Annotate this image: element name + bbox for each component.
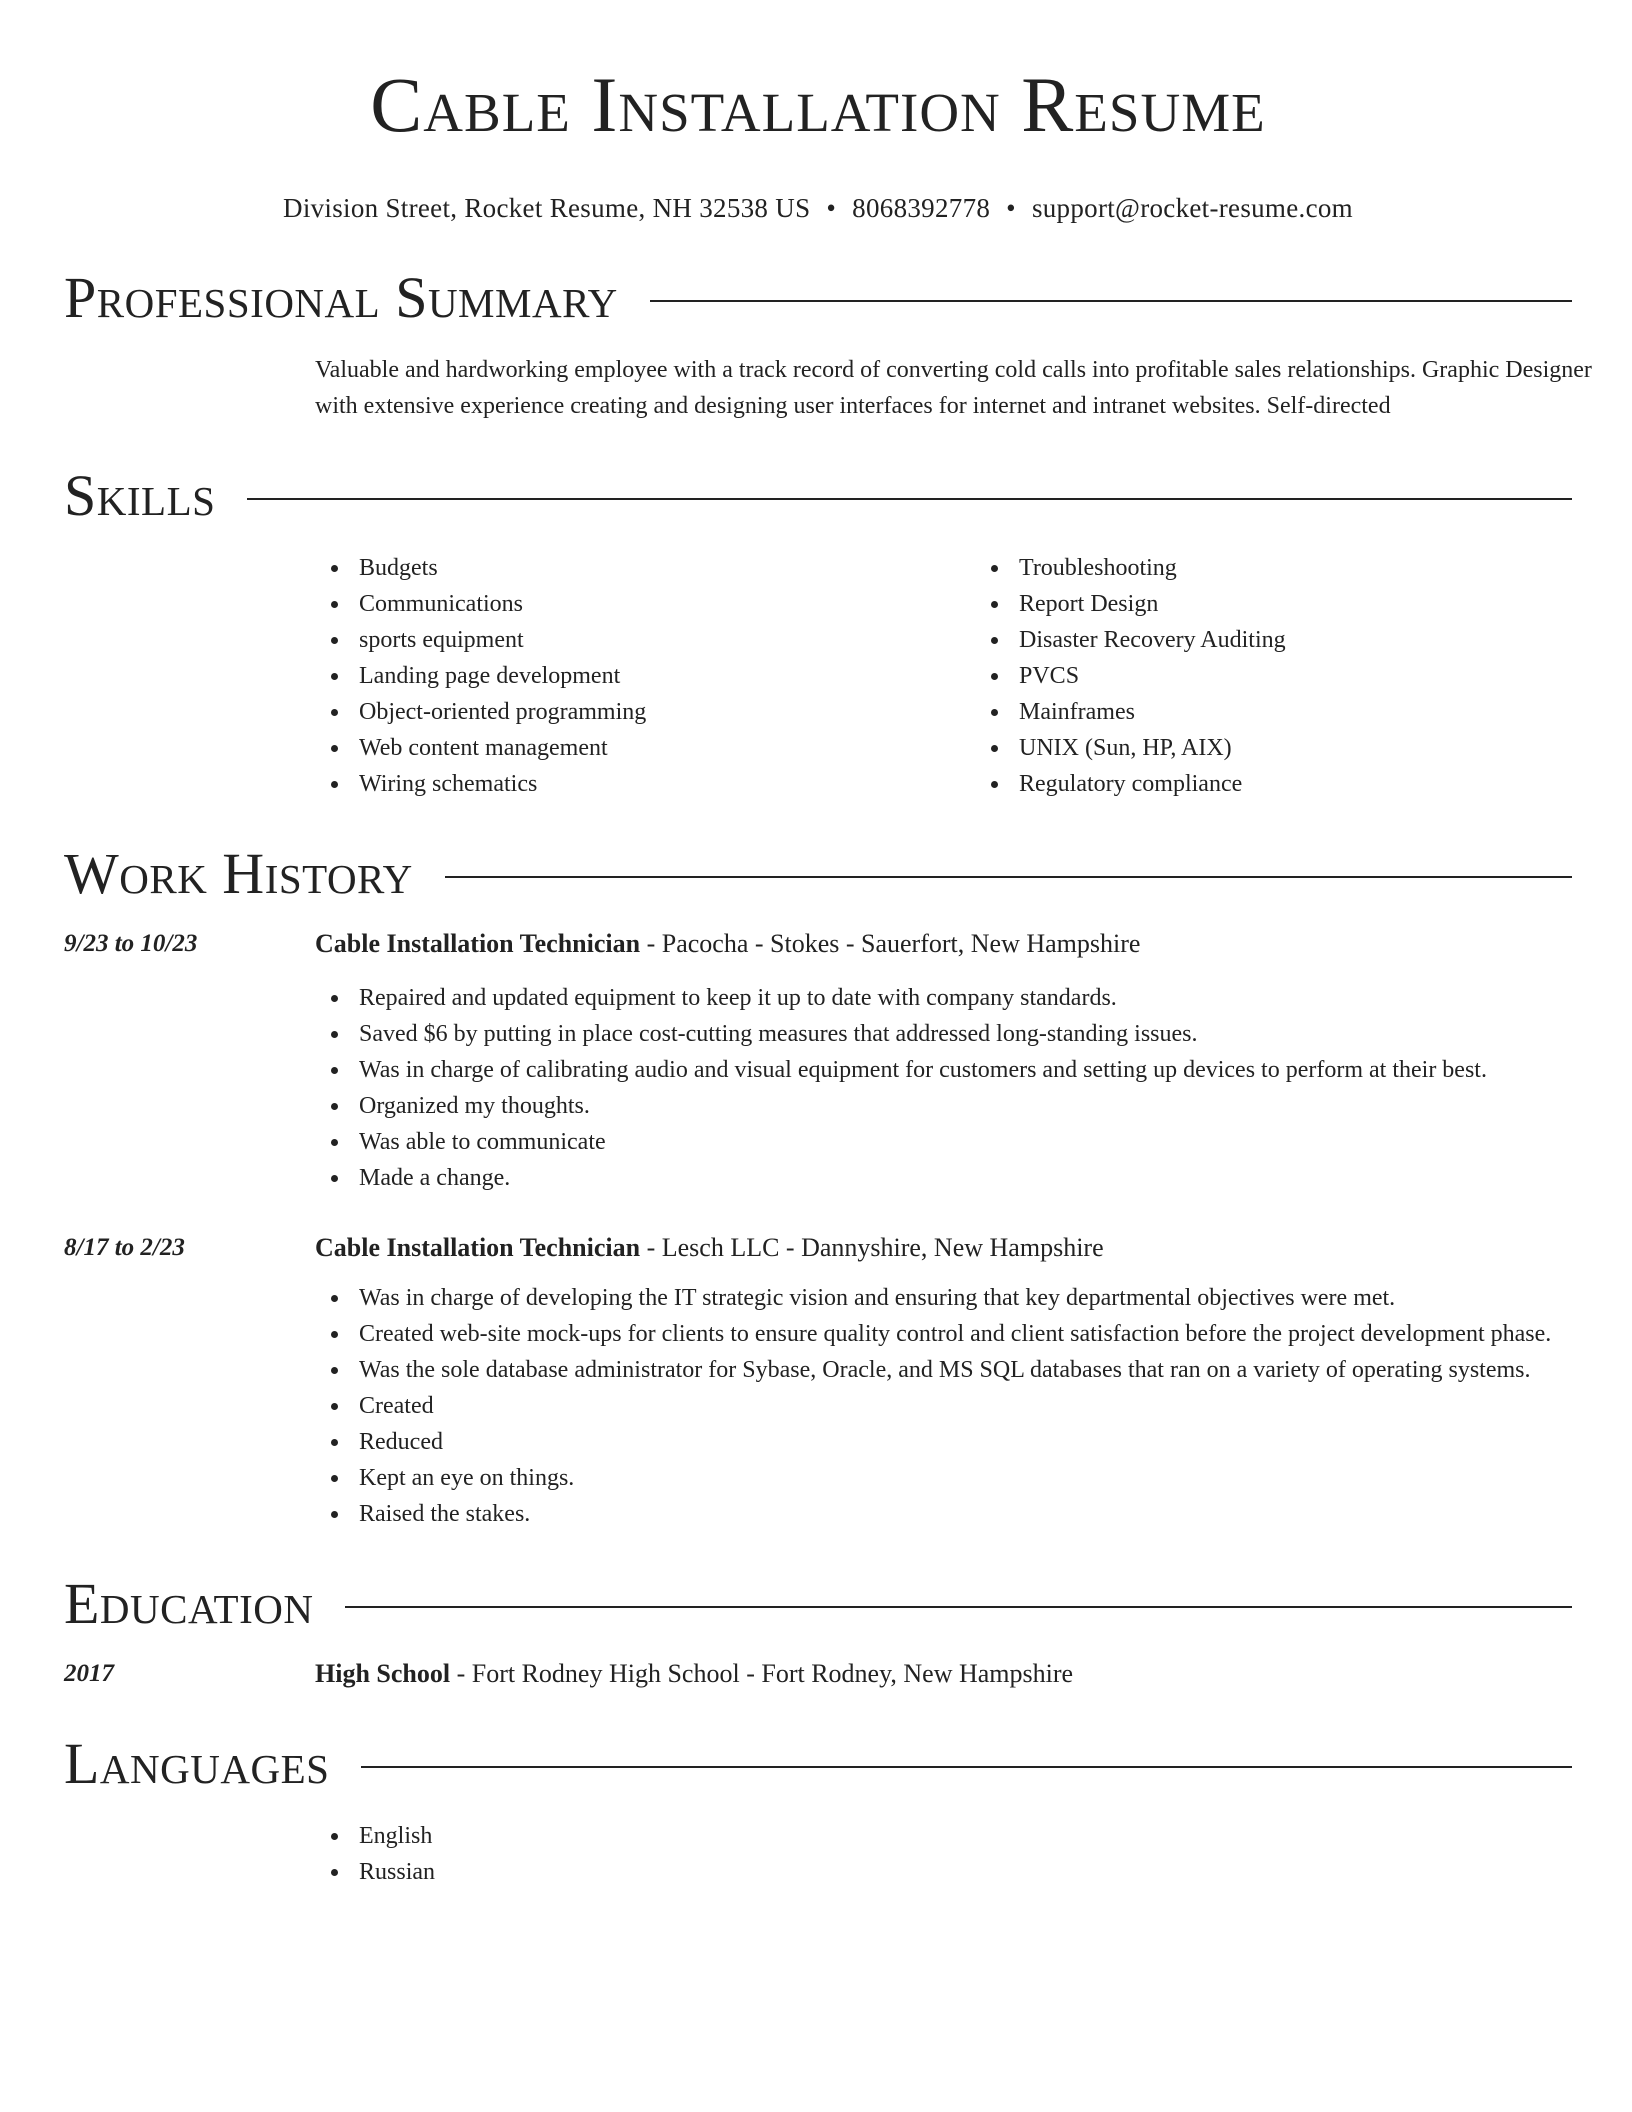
education-degree: High School: [315, 1659, 451, 1688]
skill-item: Object-oriented programming: [359, 694, 975, 730]
languages-heading: Languages: [64, 1731, 330, 1796]
skill-item: Communications: [359, 586, 975, 622]
contact-email: support@rocket-resume.com: [1031, 193, 1353, 223]
job-title: Cable Installation Technician: [315, 929, 641, 958]
contact-separator: •: [1006, 193, 1016, 223]
job-duty: Was in charge of calibrating audio and visual equipment for customers and setting up devices to perform at their best.: [359, 1052, 1572, 1088]
section-divider: [650, 300, 1572, 302]
job-employer: - Pacocha - Stokes - Sauerfort, New Hampshire: [640, 929, 1141, 958]
skill-item: Disaster Recovery Auditing: [1019, 622, 1632, 658]
job-duty: Saved $6 by putting in place cost-cutting measures that addressed long-standing issues.: [359, 1016, 1572, 1052]
skill-item: sports equipment: [359, 622, 975, 658]
job-duty: Was in charge of developing the IT strategic vision and ensuring that key departmental objectives were met.: [359, 1280, 1572, 1316]
job-duty: Created: [359, 1388, 1572, 1424]
education-entry: [64, 1656, 1572, 1692]
summary-text: Valuable and hardworking employee with a track record of converting cold calls into profitable sales relationships. Graphic Designer with extensive experience creating and designing user interfaces for internet and intranet websites. Self-directed: [315, 357, 1592, 419]
job-duties: [315, 980, 1572, 1196]
skills-column-right: [975, 550, 1632, 802]
skill-item: PVCS: [1019, 658, 1632, 694]
skill-item: Regulatory compliance: [1019, 766, 1632, 802]
resume-name: Cable Installation Resume: [370, 61, 1266, 148]
job-employer: - Lesch LLC - Dannyshire, New Hampshire: [640, 1233, 1104, 1262]
skill-item: UNIX (Sun, HP, AIX): [1019, 730, 1632, 766]
job-dates: 9/23 to 10/23: [64, 930, 198, 957]
job-duty: Raised the stakes.: [359, 1496, 1572, 1532]
section-divider: [361, 1766, 1572, 1768]
job-duty: Kept an eye on things.: [359, 1460, 1572, 1496]
job-body: [315, 1230, 1572, 1532]
language-item: English: [359, 1818, 1632, 1854]
job-title-line: [315, 1230, 1572, 1266]
skills-list: [315, 550, 1632, 802]
job-entry: [64, 1230, 1572, 1532]
job-entry: [64, 926, 1572, 1196]
section-divider: [445, 876, 1572, 878]
job-dates: 8/17 to 2/23: [64, 1234, 185, 1261]
job-title: Cable Installation Technician: [315, 1233, 641, 1262]
work-heading: Work History: [64, 841, 413, 906]
skill-item: Budgets: [359, 550, 975, 586]
job-duty: Made a change.: [359, 1160, 1572, 1196]
languages-list: [315, 1818, 1632, 1890]
job-title-line: [315, 926, 1572, 962]
education-title-line: [315, 1656, 1572, 1692]
job-duty: Reduced: [359, 1424, 1572, 1460]
skills-heading: Skills: [64, 463, 216, 528]
skill-item: Troubleshooting: [1019, 550, 1632, 586]
skill-item: Landing page development: [359, 658, 975, 694]
contact-address: Division Street, Rocket Resume, NH 32538 US: [283, 193, 811, 223]
education-school: - Fort Rodney High School - Fort Rodney, New Hampshire: [450, 1659, 1074, 1688]
skill-item: Web content management: [359, 730, 975, 766]
education-year: 2017: [64, 1660, 114, 1687]
section-divider: [247, 498, 1572, 500]
job-duty: Was the sole database administrator for Sybase, Oracle, and MS SQL databases that ran on a variety of operating systems.: [359, 1352, 1572, 1388]
skill-item: Mainframes: [1019, 694, 1632, 730]
language-item: Russian: [359, 1854, 1632, 1890]
contact-phone: 8068392778: [852, 193, 991, 223]
skill-item: Wiring schematics: [359, 766, 975, 802]
summary-heading: Professional Summary: [64, 265, 618, 330]
contact-separator: •: [826, 193, 837, 223]
contact-line: [64, 190, 1572, 226]
education-body: [315, 1656, 1572, 1692]
job-body: [315, 926, 1572, 1196]
job-duty: Was able to communicate: [359, 1124, 1572, 1160]
skills-column-left: [315, 550, 975, 802]
job-duty: Created web-site mock-ups for clients to ensure quality control and client satisfaction before the project development phase.: [359, 1316, 1572, 1352]
job-duty: Organized my thoughts.: [359, 1088, 1572, 1124]
section-divider: [345, 1606, 1572, 1608]
languages-section-header: [64, 1732, 1572, 1796]
languages-items: [315, 1818, 1632, 1890]
job-duties: [315, 1280, 1572, 1532]
education-heading: Education: [64, 1571, 314, 1636]
work-section-header: [64, 842, 1572, 906]
skill-item: Report Design: [1019, 586, 1632, 622]
summary-section-header: [64, 266, 1572, 330]
education-section-header: [64, 1572, 1572, 1636]
skills-section-header: [64, 464, 1572, 528]
job-duty: Repaired and updated equipment to keep it up to date with company standards.: [359, 980, 1572, 1016]
